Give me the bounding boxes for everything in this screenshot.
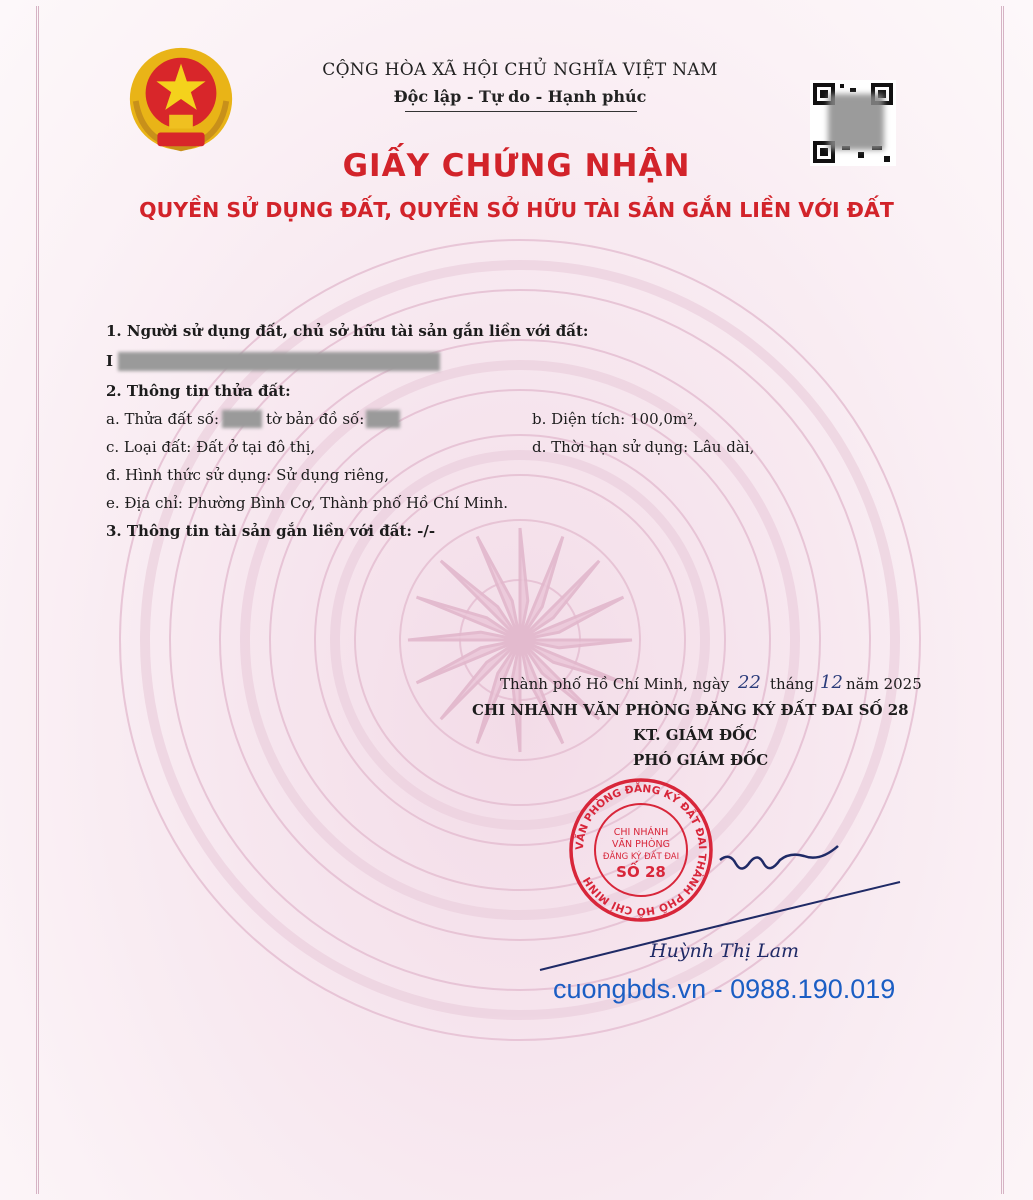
motto-underline	[405, 111, 637, 112]
stamp-ring-text: VĂN PHÒNG ĐĂNG KÝ ĐẤT ĐAI THÀNH PHỐ HỒ CHÍ MINH	[573, 782, 709, 918]
issue-month: 12	[820, 672, 843, 693]
stamp-line-2: VĂN PHÒNG	[612, 839, 670, 850]
section-1-label: 1. Người sử dụng đất, chủ sở hữu tài sản gắn liền với đất:	[106, 322, 589, 340]
section-3-label: 3. Thông tin tài sản gắn liền với đất: -/-	[106, 522, 436, 540]
stamp-number: SỐ 28	[616, 863, 666, 881]
national-emblem-icon	[122, 42, 240, 160]
issue-day: 22	[738, 672, 761, 693]
usage-form-field: đ. Hình thức sử dụng: Sử dụng riêng,	[106, 466, 389, 484]
signer-role-1: KT. GIÁM ĐỐC	[633, 726, 758, 744]
owner-name-initial: I	[106, 352, 114, 370]
certificate-title: GIẤY CHỨNG NHẬN	[342, 148, 691, 184]
map-sheet-redaction	[366, 410, 400, 428]
contact-watermark: cuongbds.vn - 0988.190.019	[553, 974, 896, 1004]
year-label: năm 2025	[846, 675, 922, 693]
country-name: CỘNG HÒA XÃ HỘI CHỦ NGHĨA VIỆT NAM	[322, 60, 718, 80]
qr-redaction	[828, 94, 884, 150]
area-field: b. Diện tích: 100,0m²,	[532, 410, 698, 428]
stamp-line-3: ĐĂNG KÝ ĐẤT ĐAI	[602, 852, 680, 862]
land-type-field: c. Loại đất: Đất ở tại đô thị,	[106, 438, 316, 456]
issuing-office: CHI NHÁNH VĂN PHÒNG ĐĂNG KÝ ĐẤT ĐAI SỐ 28	[472, 701, 909, 719]
national-motto: Độc lập - Tự do - Hạnh phúc	[393, 87, 647, 106]
handwritten-signature	[520, 820, 920, 990]
parcel-number-label: a. Thửa đất số:	[106, 410, 220, 428]
certificate-subtitle: QUYỀN SỬ DỤNG ĐẤT, QUYỀN SỞ HỮU TÀI SẢN GẮN LIỀN VỚI ĐẤT	[139, 198, 894, 222]
month-label: tháng	[770, 675, 814, 693]
address-field: e. Địa chỉ: Phường Bình Cơ, Thành phố Hồ Chí Minh.	[106, 494, 509, 512]
place-date-prefix: Thành phố Hồ Chí Minh, ngày	[500, 675, 730, 693]
signer-name: Huỳnh Thị Lam	[650, 940, 800, 962]
parcel-number-redaction	[222, 410, 262, 428]
section-2-label: 2. Thông tin thửa đất:	[106, 382, 291, 400]
usage-term-field: d. Thời hạn sử dụng: Lâu dài,	[532, 438, 755, 456]
owner-name-redaction	[118, 352, 440, 371]
signer-role-2: PHÓ GIÁM ĐỐC	[633, 751, 769, 769]
stamp-line-1: CHI NHÁNH	[613, 827, 669, 838]
map-sheet-label: tờ bản đồ số:	[266, 410, 365, 428]
